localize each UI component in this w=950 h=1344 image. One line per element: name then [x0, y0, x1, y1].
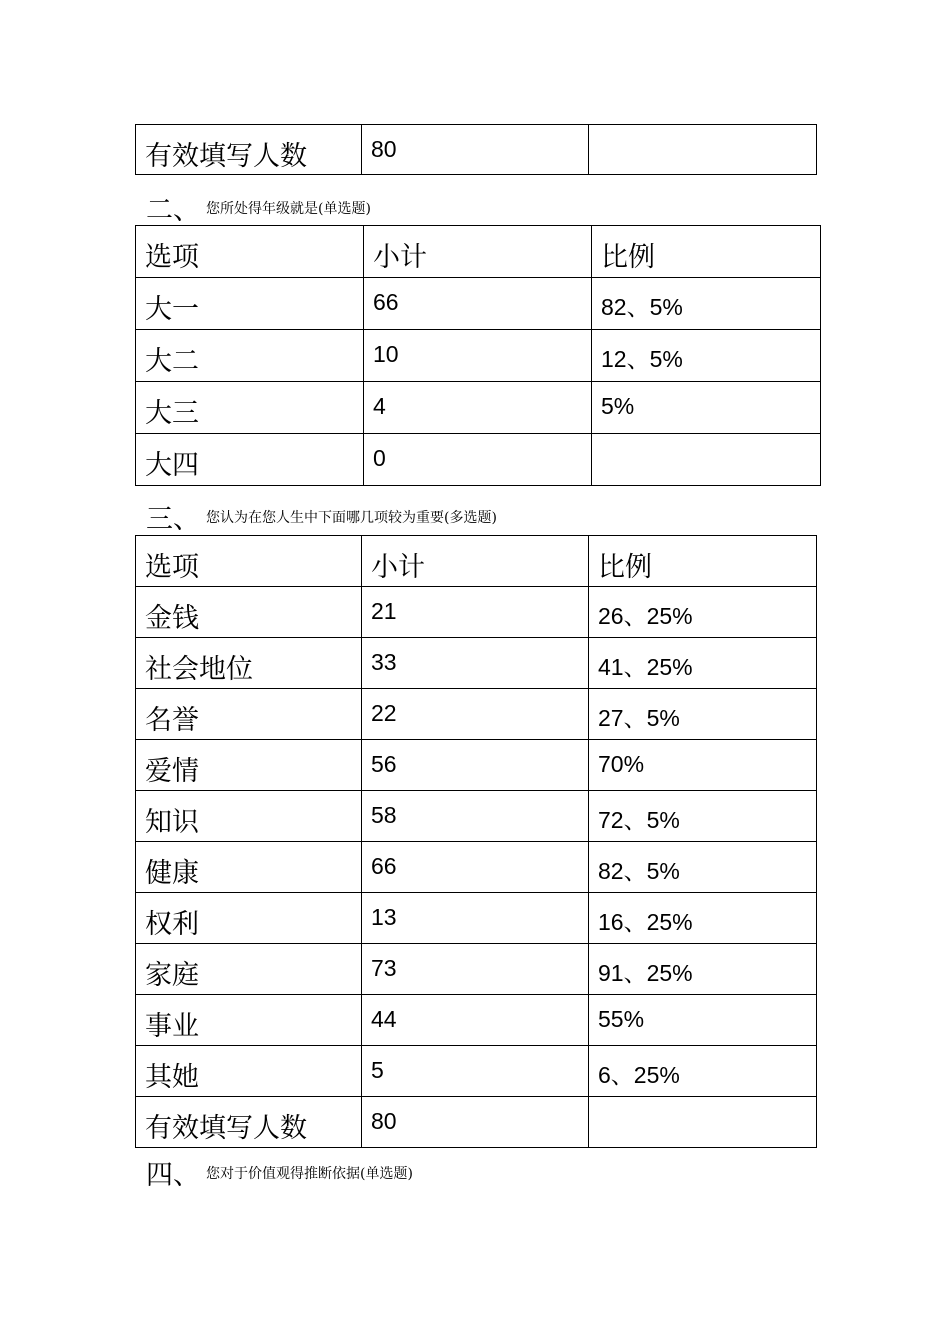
- count-cell: 4: [364, 382, 592, 434]
- label-cell: 名誉: [136, 689, 362, 740]
- count-cell: 73: [362, 944, 589, 995]
- count-cell: 44: [362, 995, 589, 1046]
- ratio-cell: 27、5%: [589, 689, 817, 740]
- count-cell: 80: [362, 1097, 589, 1148]
- label-cell: 权利: [136, 893, 362, 944]
- count-cell: 33: [362, 638, 589, 689]
- column-header: 比例: [592, 226, 821, 278]
- count-cell: 80: [362, 125, 589, 175]
- table-row: [136, 893, 817, 944]
- ratio-cell: 55%: [589, 995, 817, 1046]
- count-cell: 10: [364, 330, 592, 382]
- ratio-cell: 12、5%: [592, 330, 821, 382]
- label-cell: 健康: [136, 842, 362, 893]
- table-row: [136, 995, 817, 1046]
- table-row: [136, 382, 821, 434]
- count-cell: 13: [362, 893, 589, 944]
- table-header-row: [136, 536, 817, 587]
- label-cell: 社会地位: [136, 638, 362, 689]
- ratio-cell: 82、5%: [592, 278, 821, 330]
- section-number: 四、: [146, 1160, 200, 1191]
- ratio-cell: [589, 1097, 817, 1148]
- table-row: [136, 434, 821, 486]
- ratio-cell: 26、25%: [589, 587, 817, 638]
- table-row: [136, 330, 821, 382]
- section-number: 三、: [146, 504, 200, 535]
- label-cell: 有效填写人数: [136, 125, 362, 175]
- table-row: [136, 278, 821, 330]
- ratio-cell: 82、5%: [589, 842, 817, 893]
- table-row: [136, 740, 817, 791]
- label-cell: 事业: [136, 995, 362, 1046]
- label-cell: 家庭: [136, 944, 362, 995]
- ratio-cell: [592, 434, 821, 486]
- count-cell: 56: [362, 740, 589, 791]
- table-row: [136, 944, 817, 995]
- table-row: [136, 587, 817, 638]
- count-cell: 66: [364, 278, 592, 330]
- ratio-cell: 6、25%: [589, 1046, 817, 1097]
- table-row: [136, 125, 817, 175]
- label-cell: 有效填写人数: [136, 1097, 362, 1148]
- column-header: 小计: [364, 226, 592, 278]
- table-row: [136, 689, 817, 740]
- label-cell: 金钱: [136, 587, 362, 638]
- ratio-cell: 72、5%: [589, 791, 817, 842]
- ratio-cell: 5%: [592, 382, 821, 434]
- count-cell: 22: [362, 689, 589, 740]
- table-header-row: [136, 226, 821, 278]
- summary-table: [135, 124, 817, 175]
- table-row: [136, 1097, 817, 1148]
- table-row: [136, 638, 817, 689]
- count-cell: 58: [362, 791, 589, 842]
- label-cell: 大一: [136, 278, 364, 330]
- count-cell: 66: [362, 842, 589, 893]
- grade-table: [135, 225, 821, 486]
- section-heading-3: [146, 497, 497, 536]
- label-cell: 其她: [136, 1046, 362, 1097]
- count-cell: 21: [362, 587, 589, 638]
- section-heading-4: [146, 1153, 413, 1192]
- table-row: [136, 1046, 817, 1097]
- column-header: 选项: [136, 536, 362, 587]
- table-row: [136, 842, 817, 893]
- section-heading-2: [146, 188, 371, 227]
- count-cell: 0: [364, 434, 592, 486]
- count-cell: 5: [362, 1046, 589, 1097]
- column-header: 选项: [136, 226, 364, 278]
- ratio-cell: 91、25%: [589, 944, 817, 995]
- table-row: [136, 791, 817, 842]
- ratio-cell: 41、25%: [589, 638, 817, 689]
- ratio-cell: 70%: [589, 740, 817, 791]
- ratio-cell: [589, 125, 817, 175]
- column-header: 比例: [589, 536, 817, 587]
- section-title: 您对于价值观得推断依据(单选题): [206, 1165, 413, 1182]
- label-cell: 大四: [136, 434, 364, 486]
- section-title: 您认为在您人生中下面哪几项较为重要(多选题): [206, 509, 497, 526]
- label-cell: 知识: [136, 791, 362, 842]
- label-cell: 大二: [136, 330, 364, 382]
- section-number: 二、: [146, 195, 200, 226]
- label-cell: 爱情: [136, 740, 362, 791]
- section-title: 您所处得年级就是(单选题): [206, 200, 371, 217]
- label-cell: 大三: [136, 382, 364, 434]
- values-table: [135, 535, 817, 1148]
- column-header: 小计: [362, 536, 589, 587]
- ratio-cell: 16、25%: [589, 893, 817, 944]
